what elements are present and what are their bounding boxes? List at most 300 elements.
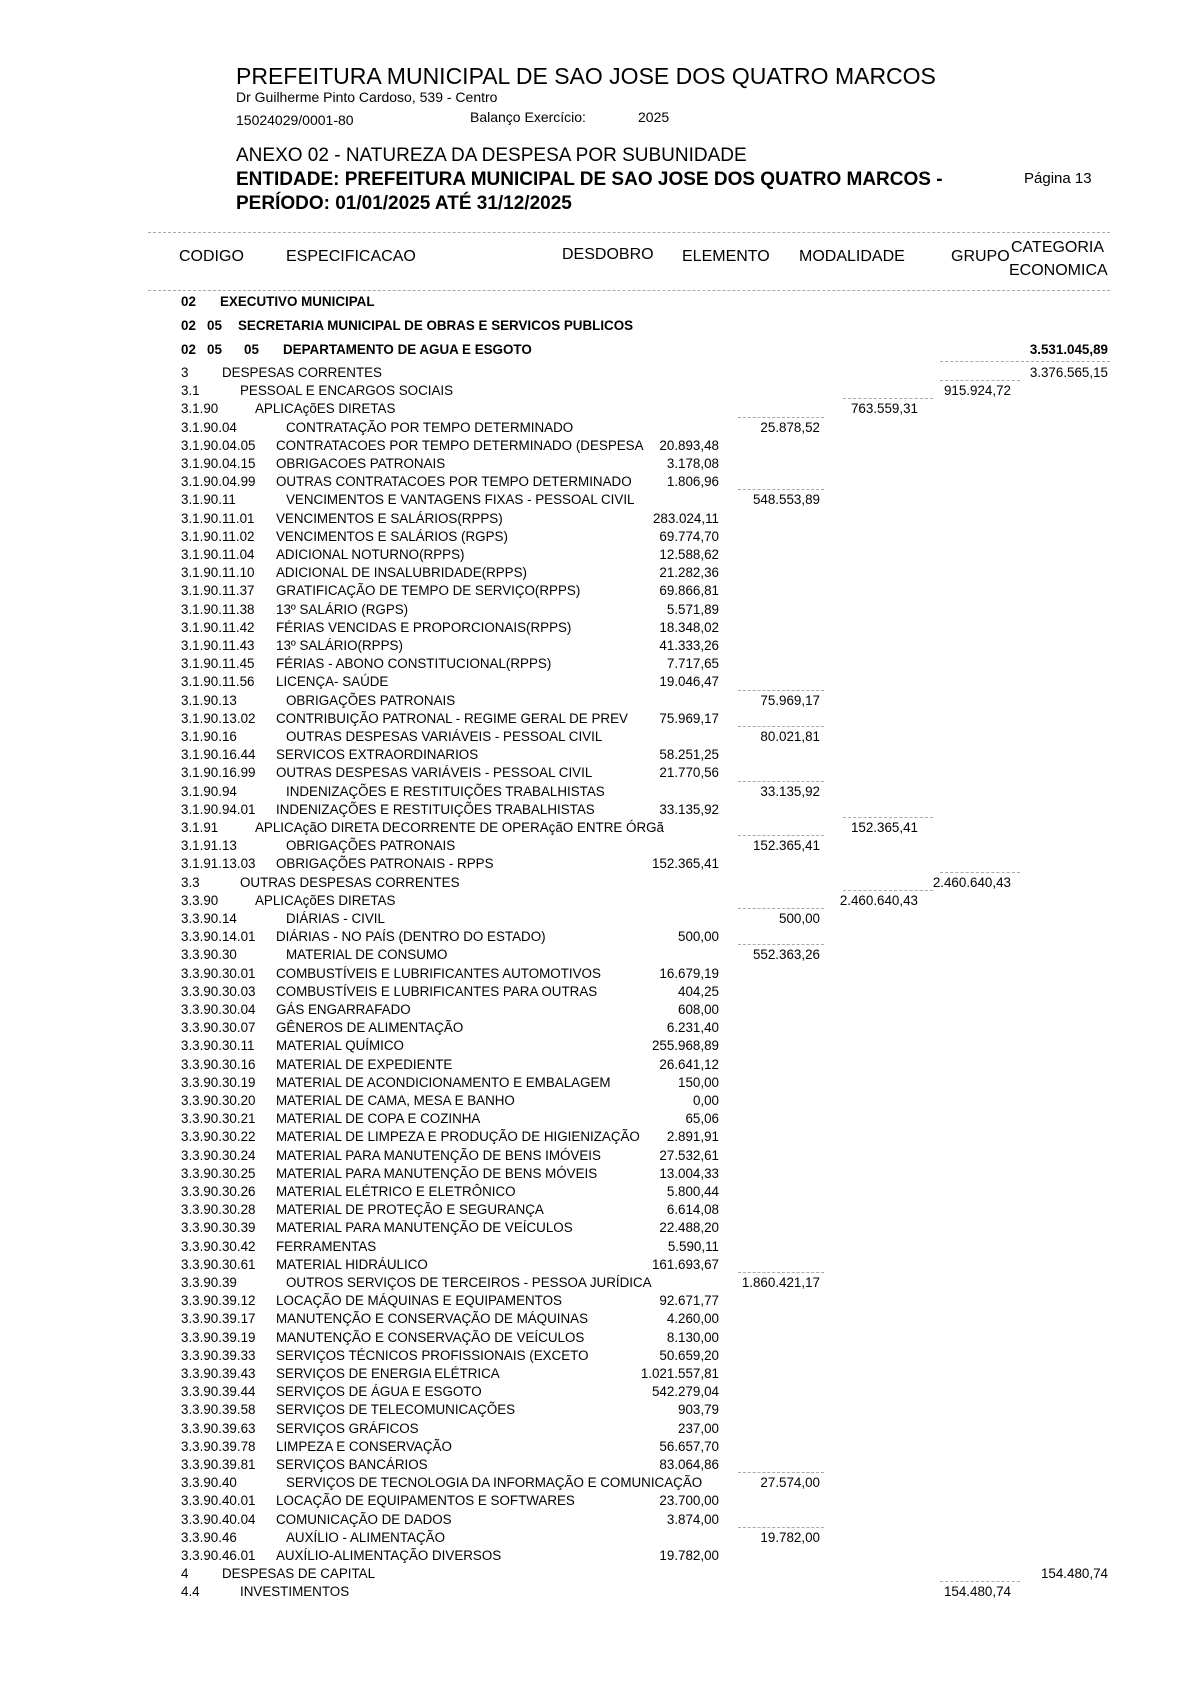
row-value-el: 33.135,92 (760, 783, 820, 799)
table-row (0, 784, 1190, 802)
row-value-des: 903,79 (678, 1402, 719, 1418)
row-especificacao: FÉRIAS VENCIDAS E PROPORCIONAIS(RPPS) (276, 619, 572, 635)
table-row (0, 765, 1190, 783)
row-code: 3.3.90 (181, 892, 219, 908)
row-code: 3.3.90.39 (181, 1275, 237, 1290)
row-especificacao: OBRIGAÇÕES PATRONAIS (286, 692, 456, 708)
table-row (0, 875, 1190, 893)
table-row (0, 638, 1190, 656)
table-row (0, 511, 1190, 529)
row-value-des: 33.135,92 (659, 801, 719, 817)
row-code: 3.1.90.13.02 (181, 710, 256, 726)
row-especificacao: MATERIAL DE COPA E COZINHA (276, 1111, 481, 1127)
row-code: 4 (181, 1566, 189, 1582)
row-value-des: 21.770,56 (659, 765, 719, 781)
row-code: 3.3.90.39.12 (181, 1293, 256, 1309)
row-value-el: 25.878,52 (760, 419, 820, 435)
unit-code-c1: 02 (181, 318, 196, 333)
row-value-des: 65,06 (685, 1111, 719, 1127)
row-code: 3.1.91.13.03 (181, 856, 256, 872)
table-row (0, 547, 1190, 565)
row-value-des: 6.231,40 (666, 1020, 719, 1036)
row-value-cat: 154.480,74 (1040, 1566, 1108, 1582)
table-row (0, 1202, 1190, 1220)
row-code: 3.3.90.40.01 (181, 1493, 256, 1509)
row-especificacao: INVESTIMENTOS (240, 1584, 350, 1600)
row-value-el: 1.860.421,17 (741, 1275, 820, 1290)
row-especificacao: APLICAçõES DIRETAS (255, 892, 396, 908)
table-row (0, 1457, 1190, 1475)
row-especificacao: MATERIAL HIDRÁULICO (276, 1256, 428, 1272)
row-especificacao: ADICIONAL DE INSALUBRIDADE(RPPS) (276, 565, 528, 581)
row-especificacao: MANUTENÇÃO E CONSERVAÇÃO DE VEÍCULOS (276, 1329, 585, 1345)
row-especificacao: MATERIAL PARA MANUTENÇÃO DE BENS IMÓVEIS (276, 1147, 601, 1163)
row-code: 3.3.90.30.20 (181, 1093, 256, 1108)
row-code: 3.3.90.30.42 (181, 1238, 256, 1254)
row-value-des: 3.874,00 (666, 1511, 719, 1527)
row-code: 3.3.90.30.07 (181, 1020, 256, 1036)
row-code: 3.3.90.30.22 (181, 1129, 256, 1145)
table-row (0, 656, 1190, 674)
table-row (0, 1093, 1190, 1111)
row-especificacao: OBRIGAÇÕES PATRONAIS - RPPS (276, 856, 494, 872)
row-code: 3.1.90.94.01 (181, 801, 256, 817)
row-code: 3.3.90.30.25 (181, 1165, 256, 1181)
row-value-des: 20.893,48 (659, 437, 719, 453)
row-value-des: 16.679,19 (659, 965, 719, 981)
unit-code-c3: 05 (244, 342, 259, 357)
table-row (0, 456, 1190, 474)
row-especificacao: OUTRAS DESPESAS VARIÁVEIS - PESSOAL CIVIL (286, 729, 603, 744)
row-code: 3.1.90.11.38 (181, 601, 255, 617)
row-code: 3.3.90.39.58 (181, 1402, 256, 1418)
row-especificacao: OUTRAS DESPESAS VARIÁVEIS - PESSOAL CIVIL (276, 765, 593, 781)
row-code: 3.3.90.30.11 (181, 1038, 255, 1054)
row-especificacao: OUTROS SERVIÇOS DE TERCEIROS - PESSOA JURÍDICA (286, 1275, 652, 1290)
row-especificacao: MATERIAL ELÉTRICO E ELETRÔNICO (276, 1184, 516, 1199)
page-number: Página 13 (1024, 170, 1092, 187)
unit-row (0, 342, 1190, 360)
value-rule (738, 726, 824, 727)
row-code: 3.3.90.39.33 (181, 1347, 256, 1363)
unit-label: SECRETARIA MUNICIPAL DE OBRAS E SERVICOS PUBLICOS (238, 318, 634, 333)
row-value-des: 12.588,62 (659, 547, 719, 562)
row-especificacao: MATERIAL DE CAMA, MESA E BANHO (276, 1093, 515, 1108)
row-value-des: 92.671,77 (659, 1293, 719, 1309)
table-row (0, 729, 1190, 747)
row-code: 3.3.90.46.01 (181, 1548, 256, 1563)
row-code: 3.1.90.11.56 (181, 674, 255, 690)
table-row (0, 911, 1190, 929)
balanco-year: 2025 (638, 109, 670, 125)
value-rule (738, 908, 824, 909)
value-rule (843, 817, 933, 818)
row-value-el: 548.553,89 (752, 492, 820, 508)
row-especificacao: SERVIÇOS DE TECNOLOGIA DA INFORMAÇÃO E COMUNICAÇÃO (286, 1475, 703, 1491)
row-value-el: 27.574,00 (760, 1475, 820, 1491)
table-row (0, 1002, 1190, 1020)
row-code: 3.1.90.13 (181, 692, 237, 708)
row-code: 3.1.90.11.10 (181, 565, 255, 581)
row-code: 3.1.90.11.42 (181, 619, 255, 635)
row-especificacao: OBRIGAÇÕES PATRONAIS (286, 838, 456, 854)
row-code: 3.1.90.11.37 (181, 583, 255, 599)
table-row (0, 820, 1190, 838)
value-rule (738, 1527, 824, 1528)
row-especificacao: VENCIMENTOS E SALÁRIOS (RGPS) (276, 528, 508, 544)
row-code: 3.3.90.30.04 (181, 1002, 256, 1017)
table-row (0, 401, 1190, 419)
row-value-el: 500,00 (779, 911, 820, 926)
row-code: 3 (181, 365, 189, 380)
row-code: 3.1.90.11.04 (181, 547, 255, 562)
col-especificacao: ESPECIFICACAO (286, 248, 416, 265)
value-rule (738, 835, 824, 836)
row-value-des: 6.614,08 (666, 1202, 719, 1218)
row-value-des: 8.130,00 (666, 1329, 719, 1345)
row-code: 3.3.90.14 (181, 911, 237, 926)
table-row (0, 929, 1190, 947)
row-code: 3.3.90.30.26 (181, 1184, 256, 1199)
row-code: 3.1.91.13 (181, 838, 237, 854)
table-row (0, 1184, 1190, 1202)
row-value-des: 5.590,11 (667, 1238, 719, 1254)
row-code: 3.1.90.04.99 (181, 474, 256, 490)
row-value-des: 69.774,70 (659, 528, 719, 544)
row-value-des: 23.700,00 (659, 1493, 719, 1509)
row-code: 3.1.90 (181, 401, 219, 417)
value-rule (738, 417, 824, 418)
value-rule (738, 1272, 824, 1273)
row-especificacao: INDENIZAÇÕES E RESTITUIÇÕES TRABALHISTAS (286, 783, 605, 799)
col-categoria: CATEGORIA (1011, 239, 1105, 256)
table-row (0, 1038, 1190, 1056)
row-especificacao: DESPESAS DE CAPITAL (222, 1566, 376, 1582)
row-especificacao: SERVIÇOS DE TELECOMUNICAÇÕES (276, 1402, 516, 1418)
row-especificacao: DESPESAS CORRENTES (222, 365, 382, 380)
periodo-title: PERÍODO: 01/01/2025 ATÉ 31/12/2025 (236, 193, 572, 214)
row-value-des: 58.251,25 (659, 747, 719, 763)
row-value-grp: 915.924,72 (943, 383, 1011, 399)
row-value-des: 150,00 (678, 1074, 719, 1090)
table-row (0, 1220, 1190, 1238)
row-code: 3.1.90.04.15 (181, 456, 256, 471)
table-row (0, 1421, 1190, 1439)
col-economica: ECONOMICA (1009, 262, 1108, 279)
row-code: 3.3.90.30.01 (181, 965, 256, 981)
row-value-des: 27.532,61 (659, 1147, 719, 1163)
row-value-des: 21.282,36 (659, 565, 719, 581)
row-especificacao: FERRAMENTAS (276, 1238, 377, 1254)
unit-row (0, 318, 1190, 336)
row-code: 3.3.90.30.24 (181, 1147, 256, 1163)
table-row (0, 1475, 1190, 1493)
row-especificacao: MATERIAL PARA MANUTENÇÃO DE BENS MÓVEIS (276, 1165, 598, 1181)
row-especificacao: COMBUSTÍVEIS E LUBRIFICANTES PARA OUTRAS (276, 983, 598, 999)
row-especificacao: 13º SALÁRIO(RPPS) (276, 638, 403, 653)
table-row (0, 1402, 1190, 1420)
table-row (0, 1275, 1190, 1293)
row-code: 3.3.90.30.19 (181, 1074, 256, 1090)
value-rule (940, 872, 1020, 873)
row-code: 3.1.90.04.05 (181, 437, 256, 453)
table-row (0, 1330, 1190, 1348)
row-especificacao: COMBUSTÍVEIS E LUBRIFICANTES AUTOMOTIVOS (276, 965, 601, 981)
row-value-des: 7.717,65 (666, 656, 719, 672)
row-value-des: 75.969,17 (659, 710, 719, 726)
value-rule (738, 781, 824, 782)
row-value-des: 5.800,44 (666, 1184, 719, 1199)
table-row (0, 711, 1190, 729)
table-row (0, 583, 1190, 601)
row-especificacao: VENCIMENTOS E VANTAGENS FIXAS - PESSOAL CIVIL (286, 492, 635, 508)
row-especificacao: SERVIÇOS GRÁFICOS (276, 1420, 419, 1436)
row-value-des: 50.659,20 (659, 1347, 719, 1363)
table-row (0, 438, 1190, 456)
table-row (0, 1584, 1190, 1602)
org-title: PREFEITURA MUNICIPAL DE SAO JOSE DOS QUATRO MARCOS (236, 63, 936, 89)
row-especificacao: ADICIONAL NOTURNO(RPPS) (276, 547, 465, 562)
table-row (0, 1239, 1190, 1257)
row-value-des: 404,25 (678, 983, 719, 999)
table-row (0, 1075, 1190, 1093)
row-code: 4.4 (181, 1584, 200, 1600)
table-row (0, 1384, 1190, 1402)
row-code: 3.3.90.39.43 (181, 1366, 256, 1381)
row-value-des: 26.641,12 (659, 1056, 719, 1072)
row-especificacao: SERVICOS EXTRAORDINARIOS (276, 747, 479, 763)
balanco-label: Balanço Exercício: (470, 109, 586, 125)
row-code: 3.3.90.39.63 (181, 1420, 256, 1436)
row-especificacao: CONTRIBUIÇÃO PATRONAL - REGIME GERAL DE PREV (276, 710, 628, 726)
row-value-des: 0,00 (692, 1093, 719, 1108)
row-value-des: 19.046,47 (659, 674, 719, 690)
table-row (0, 802, 1190, 820)
row-value-des: 13.004,33 (659, 1165, 719, 1181)
value-rule (738, 1472, 824, 1473)
unit-label: DEPARTAMENTO DE AGUA E ESGOTO (283, 342, 532, 357)
value-rule (738, 944, 824, 945)
row-especificacao: MATERIAL DE LIMPEZA E PRODUÇÃO DE HIGIENIZAÇÃO (276, 1129, 640, 1145)
org-address: Dr Guilherme Pinto Cardoso, 539 - Centro (236, 89, 498, 105)
table-row (0, 1348, 1190, 1366)
row-especificacao: SERVIÇOS DE ENERGIA ELÉTRICA (276, 1366, 500, 1381)
col-modalidade: MODALIDADE (799, 248, 905, 265)
row-especificacao: 13º SALÁRIO (RGPS) (276, 601, 409, 617)
table-row (0, 474, 1190, 492)
table-row (0, 492, 1190, 510)
row-value-des: 237,00 (678, 1420, 719, 1436)
row-especificacao: MATERIAL DE EXPEDIENTE (276, 1056, 453, 1072)
row-especificacao: MATERIAL QUÍMICO (276, 1038, 404, 1054)
row-value-des: 19.782,00 (659, 1548, 719, 1563)
table-row (0, 838, 1190, 856)
row-value-des: 255.968,89 (651, 1038, 719, 1054)
row-value-grp: 2.460.640,43 (932, 874, 1011, 890)
row-value-des: 5.571,89 (666, 601, 719, 617)
unit-code-c2: 05 (207, 342, 222, 357)
row-code: 3.1.90.11.02 (181, 528, 255, 544)
row-code: 3.1 (181, 383, 200, 399)
table-row (0, 1166, 1190, 1184)
row-code: 3.3.90.30.61 (181, 1256, 256, 1272)
anexo-title: ANEXO 02 - NATUREZA DA DESPESA POR SUBUNIDADE (236, 145, 747, 166)
row-value-des: 283.024,11 (652, 510, 719, 526)
row-especificacao: MATERIAL DE CONSUMO (286, 947, 448, 963)
row-code: 3.1.90.11.43 (181, 638, 255, 653)
row-value-des: 18.348,02 (659, 619, 719, 635)
row-especificacao: COMUNICAÇÃO DE DADOS (276, 1511, 452, 1527)
row-especificacao: GRATIFICAÇÃO DE TEMPO DE SERVIÇO(RPPS) (276, 583, 581, 599)
table-row (0, 565, 1190, 583)
row-especificacao: INDENIZAÇÕES E RESTITUIÇÕES TRABALHISTAS (276, 801, 595, 817)
table-row (0, 1439, 1190, 1457)
row-especificacao: MATERIAL DE ACONDICIONAMENTO E EMBALAGEM (276, 1074, 611, 1090)
row-value-el: 80.021,81 (760, 729, 820, 744)
row-especificacao: GÁS ENGARRAFADO (276, 1002, 411, 1017)
row-code: 3.1.90.11.01 (181, 510, 255, 526)
row-code: 3.1.90.04 (181, 419, 237, 435)
row-value-des: 500,00 (678, 929, 719, 945)
value-rule (843, 398, 933, 399)
row-especificacao: AUXÍLIO - ALIMENTAÇÃO (286, 1529, 445, 1545)
row-especificacao: AUXÍLIO-ALIMENTAÇÃO DIVERSOS (276, 1548, 502, 1563)
row-especificacao: FÉRIAS - ABONO CONSTITUCIONAL(RPPS) (276, 656, 552, 672)
table-row (0, 1057, 1190, 1075)
row-code: 3.3.90.39.81 (181, 1457, 256, 1472)
row-value-des: 3.178,08 (666, 456, 719, 471)
row-code: 3.1.90.11 (181, 492, 236, 508)
value-rule (738, 489, 824, 490)
unit-total: 3.531.045,89 (1029, 342, 1108, 357)
row-code: 3.1.90.16.99 (181, 765, 256, 781)
row-code: 3.3.90.39.78 (181, 1438, 256, 1454)
row-value-cat: 3.376.565,15 (1029, 365, 1108, 380)
row-especificacao: SERVIÇOS DE ÁGUA E ESGOTO (276, 1384, 482, 1400)
row-value-des: 1.806,96 (666, 474, 719, 490)
row-especificacao: MATERIAL DE PROTEÇÃO E SEGURANÇA (276, 1202, 544, 1218)
row-value-des: 83.064,86 (659, 1457, 719, 1472)
table-row (0, 1111, 1190, 1129)
value-rule (940, 380, 1020, 381)
unit-label: EXECUTIVO MUNICIPAL (220, 294, 375, 309)
value-rule (738, 690, 824, 691)
row-code: 3.3 (181, 874, 200, 890)
row-especificacao: OUTRAS DESPESAS CORRENTES (240, 874, 460, 890)
row-value-el: 19.782,00 (760, 1529, 820, 1545)
row-code: 3.3.90.40 (181, 1475, 237, 1491)
value-rule (940, 1581, 1020, 1582)
unit-code-c1: 02 (181, 294, 196, 309)
row-especificacao: LIMPEZA E CONSERVAÇÃO (276, 1438, 452, 1454)
row-value-el: 552.363,26 (752, 947, 820, 963)
row-especificacao: SERVIÇOS BANCÁRIOS (276, 1457, 428, 1472)
row-especificacao: APLICAçãO DIRETA DECORRENTE DE OPERAçãO ENTRE ÓRGã (255, 820, 664, 835)
table-row (0, 693, 1190, 711)
row-code: 3.3.90.30.03 (181, 983, 256, 999)
row-especificacao: SERVIÇOS TÉCNICOS PROFISSIONAIS (EXCETO (276, 1347, 589, 1363)
table-row (0, 420, 1190, 438)
table-row (0, 966, 1190, 984)
row-value-mod: 2.460.640,43 (839, 892, 918, 908)
row-value-grp: 154.480,74 (943, 1584, 1011, 1600)
row-code: 3.3.90.40.04 (181, 1511, 256, 1527)
table-row (0, 1020, 1190, 1038)
row-code: 3.1.90.16.44 (181, 747, 256, 763)
row-code: 3.3.90.46 (181, 1529, 237, 1545)
row-value-des: 152.365,41 (651, 856, 719, 872)
row-especificacao: CONTRATAÇÃO POR TEMPO DETERMINADO (286, 419, 574, 435)
table-row (0, 1129, 1190, 1147)
unit-code-c1: 02 (181, 342, 196, 357)
row-value-des: 542.279,04 (651, 1384, 719, 1400)
row-value-des: 4.260,00 (666, 1311, 719, 1327)
table-row (0, 1512, 1190, 1530)
row-code: 3.3.90.30.16 (181, 1056, 256, 1072)
row-code: 3.1.90.16 (181, 729, 237, 744)
row-code: 3.1.91 (181, 820, 219, 835)
row-code: 3.3.90.39.44 (181, 1384, 256, 1400)
row-especificacao: DIÁRIAS - NO PAÍS (DENTRO DO ESTADO) (276, 929, 546, 945)
row-especificacao: LICENÇA- SAÚDE (276, 674, 389, 690)
row-especificacao: APLICAçõES DIRETAS (255, 401, 396, 417)
table-row (0, 1311, 1190, 1329)
row-value-des: 161.693,67 (651, 1256, 719, 1272)
row-code: 3.3.90.30.28 (181, 1202, 256, 1218)
table-row (0, 383, 1190, 401)
row-especificacao: DIÁRIAS - CIVIL (286, 911, 385, 926)
row-value-mod: 763.559,31 (850, 401, 918, 417)
table-row (0, 1493, 1190, 1511)
value-rule (843, 890, 933, 891)
row-code: 3.3.90.30 (181, 947, 237, 963)
row-especificacao: LOCAÇÃO DE EQUIPAMENTOS E SOFTWARES (276, 1493, 575, 1509)
row-code: 3.1.90.94 (181, 783, 237, 799)
row-especificacao: GÊNEROS DE ALIMENTAÇÃO (276, 1020, 464, 1036)
row-code: 3.3.90.39.17 (181, 1311, 256, 1327)
table-row (0, 1293, 1190, 1311)
table-row (0, 1530, 1190, 1548)
row-especificacao: OUTRAS CONTRATACOES POR TEMPO DETERMINADO (276, 474, 632, 490)
row-especificacao: MANUTENÇÃO E CONSERVAÇÃO DE MÁQUINAS (276, 1311, 588, 1327)
col-desdobro: DESDOBRO (562, 246, 654, 263)
row-value-des: 2.891,91 (666, 1129, 719, 1145)
row-especificacao: LOCAÇÃO DE MÁQUINAS E EQUIPAMENTOS (276, 1293, 562, 1309)
row-especificacao: OBRIGACOES PATRONAIS (276, 456, 446, 471)
entidade-title: ENTIDADE: PREFEITURA MUNICIPAL DE SAO JOSE DOS QUATRO MARCOS - (236, 169, 943, 190)
row-value-des: 1.021.557,81 (640, 1366, 719, 1381)
table-row (0, 984, 1190, 1002)
row-code: 3.1.90.11.45 (181, 656, 255, 672)
row-value-des: 41.333,26 (659, 638, 719, 653)
table-row (0, 1548, 1190, 1566)
org-cnpj: 15024029/0001-80 (236, 112, 354, 128)
row-code: 3.3.90.30.39 (181, 1220, 256, 1236)
row-value-el: 75.969,17 (760, 692, 820, 708)
table-row (0, 529, 1190, 547)
table-row (0, 1257, 1190, 1275)
col-codigo: CODIGO (179, 248, 244, 265)
col-elemento: ELEMENTO (682, 248, 770, 265)
row-especificacao: MATERIAL PARA MANUTENÇÃO DE VEÍCULOS (276, 1220, 573, 1236)
table-row (0, 674, 1190, 692)
unit-row (0, 294, 1190, 312)
table-row (0, 747, 1190, 765)
unit-code-c2: 05 (207, 318, 222, 333)
table-row (0, 602, 1190, 620)
table-row (0, 947, 1190, 965)
table-row (0, 893, 1190, 911)
